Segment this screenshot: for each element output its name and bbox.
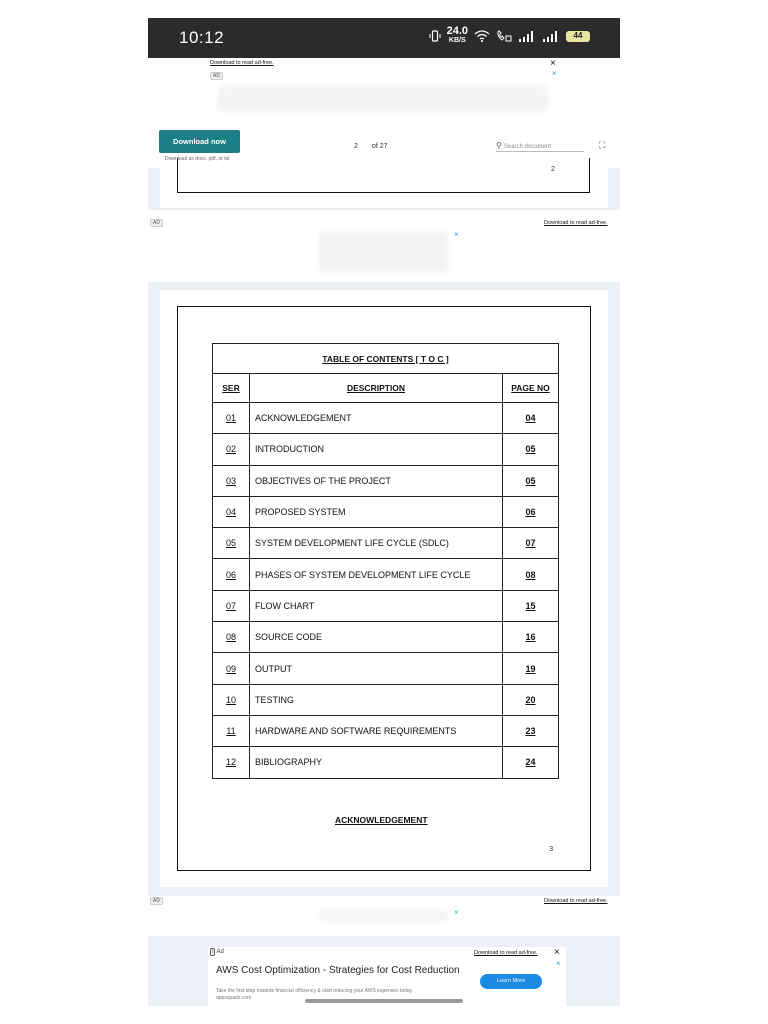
ad-label: AD <box>150 897 163 905</box>
status-time: 10:12 <box>179 28 225 47</box>
status-bar <box>148 18 620 58</box>
aws-ad-label <box>210 949 224 955</box>
download-now-button[interactable]: Download now <box>159 130 240 153</box>
page-total: of 27 <box>372 143 388 150</box>
toc-ser-cell: 06 <box>213 559 250 590</box>
toc-row <box>213 465 559 496</box>
toc-page-cell: 06 <box>503 496 559 527</box>
toc-ser-cell: 08 <box>213 622 250 653</box>
toc-ser-cell: 02 <box>213 434 250 465</box>
aws-ad-label-text: Ad <box>216 949 224 955</box>
toc-ser-cell: 07 <box>213 590 250 621</box>
toc-description-cell: TESTING <box>250 684 503 715</box>
close-icon[interactable]: × <box>550 58 556 69</box>
toc-page-cell: 19 <box>503 653 559 684</box>
toc-ser-cell: 03 <box>213 465 250 496</box>
toc-title: TABLE OF CONTENTS [ T O C ] <box>213 344 559 374</box>
ad-choices-close-icon[interactable]: × <box>454 908 459 917</box>
toc-table <box>212 343 559 779</box>
vibrate-icon <box>429 30 441 42</box>
toc-row <box>213 747 559 778</box>
ad-label: AD <box>150 219 163 227</box>
toc-row <box>213 715 559 746</box>
ad-label: AD <box>210 72 223 80</box>
header-ser: SER <box>213 374 250 403</box>
page-2-border <box>177 158 590 193</box>
ad-choices-close-icon[interactable]: × <box>556 959 561 968</box>
page-2-number: 2 <box>551 166 555 173</box>
toc-ser-cell: 09 <box>213 653 250 684</box>
toc-page-cell: 24 <box>503 747 559 778</box>
toc-description-cell: FLOW CHART <box>250 590 503 621</box>
toc-page-cell: 08 <box>503 559 559 590</box>
close-icon[interactable]: × <box>554 947 560 958</box>
wifi-icon <box>474 30 490 42</box>
toc-page-cell: 15 <box>503 590 559 621</box>
header-description: DESCRIPTION <box>250 374 503 403</box>
toc-ser-cell: 05 <box>213 528 250 559</box>
header-page-no: PAGE NO <box>503 374 559 403</box>
toc-ser-cell: 10 <box>213 684 250 715</box>
toc-row <box>213 684 559 715</box>
toc-row <box>213 653 559 684</box>
aws-ad-url: appsquadz.com <box>216 995 252 1001</box>
aws-ad-card[interactable] <box>208 947 566 1006</box>
toc-description-cell: OBJECTIVES OF THE PROJECT <box>250 465 503 496</box>
toc-page-cell: 16 <box>503 622 559 653</box>
toc-description-cell: BIBLIOGRAPHY <box>250 747 503 778</box>
download-ad-free-link[interactable]: Download to read ad-free. <box>474 950 538 956</box>
toc-ser-cell: 04 <box>213 496 250 527</box>
search-icon: ⚲ <box>496 141 502 150</box>
page-number-input[interactable]: 2 <box>354 143 358 150</box>
toc-row <box>213 622 559 653</box>
fullscreen-icon[interactable]: ⛶ <box>599 140 606 150</box>
toc-row <box>213 434 559 465</box>
call-icon <box>496 30 512 42</box>
toc-description-cell: ACKNOWLEDGEMENT <box>250 403 503 434</box>
toc-ser-cell: 12 <box>213 747 250 778</box>
download-ad-free-link[interactable]: Download to read ad-free. <box>544 220 608 226</box>
toc-row <box>213 559 559 590</box>
page-3-number: 3 <box>549 844 554 853</box>
toc-header-row <box>213 374 559 403</box>
net-speed-value: 24.0 <box>446 25 468 37</box>
ad-placeholder <box>318 232 448 272</box>
toc-description-cell: INTRODUCTION <box>250 434 503 465</box>
toc-description-cell: PROPOSED SYSTEM <box>250 496 503 527</box>
aws-ad-title[interactable]: AWS Cost Optimization - Strategies for Cost Reduction <box>216 965 460 976</box>
ad-placeholder <box>318 910 448 922</box>
net-speed <box>447 27 468 45</box>
toc-ser-cell: 01 <box>213 403 250 434</box>
aws-ad-description: Take the first step towards financial efficiency & start reducing your AWS expenses today. <box>216 988 414 994</box>
download-formats-text: Download as docx, pdf, or txt <box>165 156 230 162</box>
download-ad-free-link[interactable]: Download to read ad-free. <box>544 898 608 904</box>
toc-description-cell: SYSTEM DEVELOPMENT LIFE CYCLE (SDLC) <box>250 528 503 559</box>
download-ad-free-link[interactable]: Download to read ad-free. <box>210 60 274 66</box>
toc-title-row <box>213 344 559 374</box>
document-page-2 <box>148 168 620 210</box>
toc-page-cell: 23 <box>503 715 559 746</box>
learn-more-button[interactable]: Learn More <box>480 974 542 989</box>
toc-description-cell: OUTPUT <box>250 653 503 684</box>
ad-choices-close-icon[interactable]: × <box>552 69 557 78</box>
toc-row <box>213 403 559 434</box>
toc-ser-cell: 11 <box>213 715 250 746</box>
status-icons <box>429 27 590 45</box>
net-speed-unit: KB/S <box>448 37 466 44</box>
toc-page-cell: 05 <box>503 434 559 465</box>
toc-row <box>213 590 559 621</box>
toc-page-cell: 04 <box>503 403 559 434</box>
search-placeholder: Search document <box>503 144 551 150</box>
signal-icon <box>518 30 536 42</box>
toc-page-cell: 07 <box>503 528 559 559</box>
toc-page-cell: 05 <box>503 465 559 496</box>
phone-screen <box>148 18 620 1006</box>
battery-icon: 44 <box>566 31 590 42</box>
toc-description-cell: PHASES OF SYSTEM DEVELOPMENT LIFE CYCLE <box>250 559 503 590</box>
ad-placeholder <box>218 86 548 112</box>
page-2-sheet <box>160 168 608 208</box>
signal-icon <box>542 30 560 42</box>
search-input[interactable] <box>496 140 584 152</box>
toc-row <box>213 528 559 559</box>
toc-page-cell: 20 <box>503 684 559 715</box>
ad-choices-close-icon[interactable]: × <box>454 230 459 239</box>
info-icon: i <box>212 949 214 955</box>
top-ad-banner[interactable] <box>148 58 620 134</box>
toc-description-cell: HARDWARE AND SOFTWARE REQUIREMENTS <box>250 715 503 746</box>
toc-row <box>213 496 559 527</box>
home-indicator[interactable] <box>305 999 463 1003</box>
acknowledgement-heading: ACKNOWLEDGEMENT <box>335 815 428 825</box>
toc-description-cell: SOURCE CODE <box>250 622 503 653</box>
